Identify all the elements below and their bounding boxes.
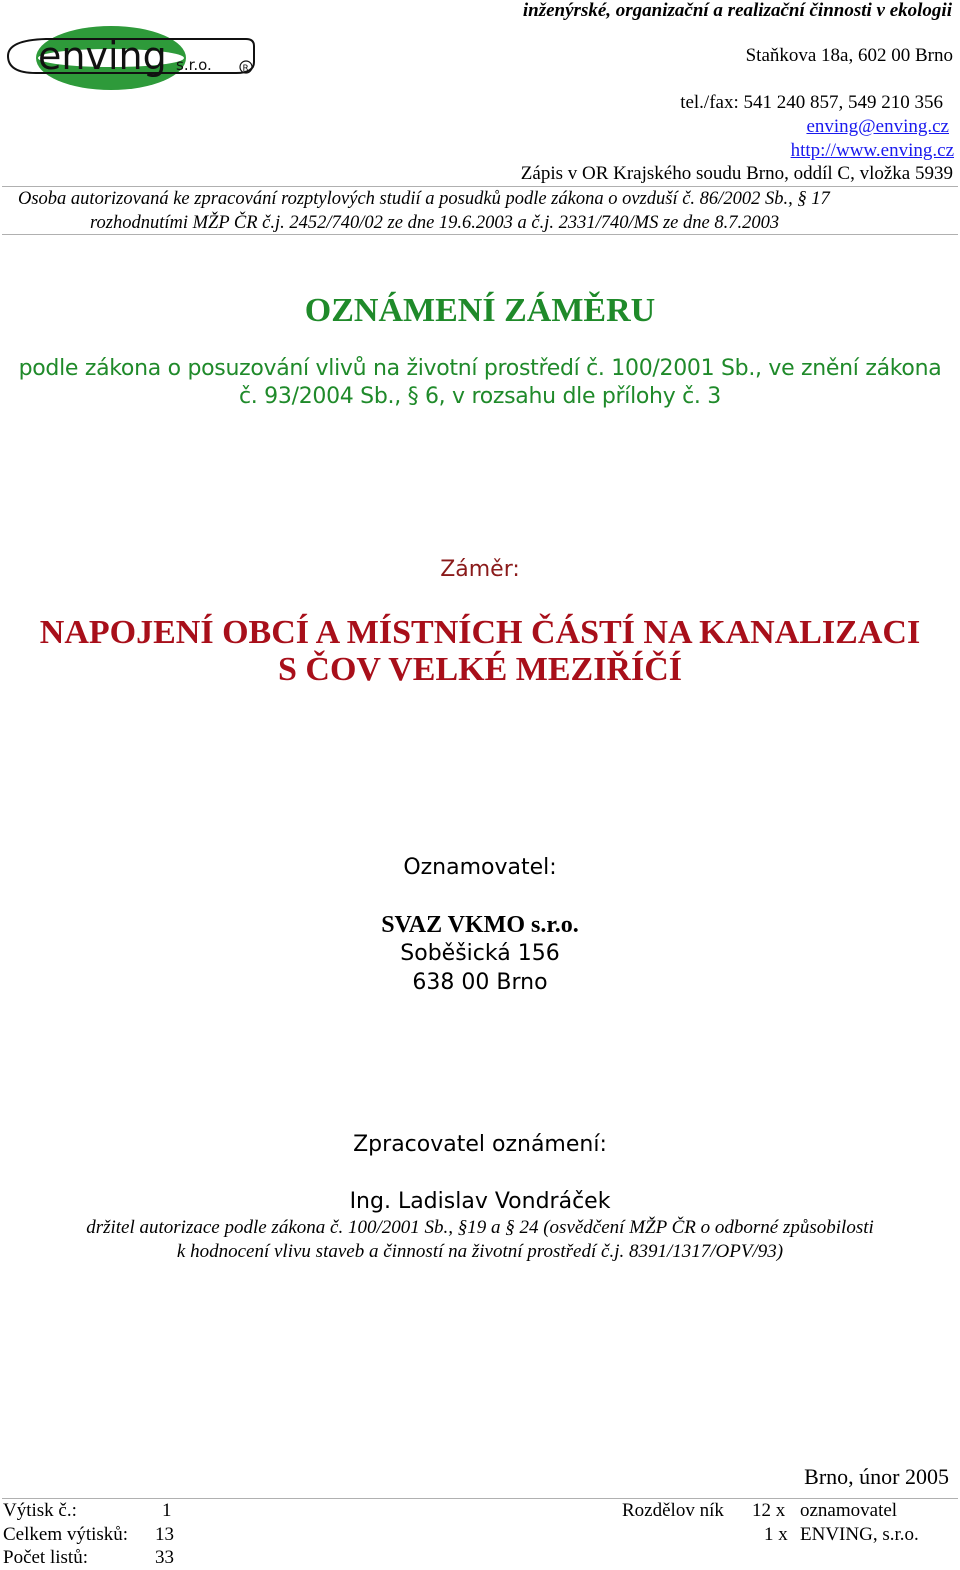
total-copies-label: Celkem výtisků: [3, 1524, 129, 1545]
processor-name: Ing. Ladislav Vondráček [349, 1189, 611, 1214]
authorization-line-1: Osoba autorizovaná ke zpracování rozptylových studií a posudků podle zákona o ovzduší č. 86/2002 Sb., § 17 [18, 189, 830, 209]
notifier-label: Oznamovatel: [403, 855, 557, 880]
company-tagline: inženýrské, organizační a realizační činnosti v ekologii [522, 0, 952, 21]
svg-text:R: R [242, 64, 249, 74]
distribution-count: 1 x [764, 1524, 788, 1545]
email-link[interactable]: enving@enving.cz [806, 116, 949, 137]
logo-wordmark: enving [38, 34, 167, 78]
company-phone: tel./fax: 541 240 857, 549 210 356 [680, 92, 943, 113]
project-title-2: S ČOV VELKÉ MEZIŘÍČÍ [277, 651, 682, 688]
copy-number-label: Výtisk č.: [3, 1500, 77, 1521]
notifier-name: SVAZ VKMO s.r.o. [381, 912, 579, 938]
copy-number-value: 1 [162, 1500, 172, 1521]
notifier-city: 638 00 Brno [412, 970, 548, 995]
sheets-value: 33 [155, 1547, 174, 1568]
document-subtitle-2: č. 93/2004 Sb., § 6, v rozsahu dle přílohy č. 3 [239, 384, 721, 409]
processor-note-1: držitel autorizace podle zákona č. 100/2001 Sb., §19 a § 24 (osvědčení MŽP ČR o odborné způsobilosti [86, 1217, 874, 1238]
company-address: Staňkova 18a, 602 00 Brno [745, 45, 953, 66]
distribution-count: 12 x [752, 1500, 786, 1521]
distribution-label: Rozdělov ník [622, 1500, 724, 1521]
header-divider-bottom [2, 234, 958, 235]
place-date: Brno, únor 2005 [804, 1464, 949, 1489]
distribution-recipient: oznamovatel [800, 1500, 898, 1521]
logo-suffix: s.r.o. [176, 56, 212, 74]
authorization-line-2: rozhodnutími MŽP ČR č.j. 2452/740/02 ze dne 19.6.2003 a č.j. 2331/740/MS ze dne 8.7.2003 [90, 213, 780, 233]
document-title: OZNÁMENÍ ZÁMĚRU [304, 292, 656, 329]
website-link[interactable]: http://www.enving.cz [790, 140, 954, 161]
distribution-recipient: ENVING, s.r.o. [800, 1524, 919, 1545]
company-registry: Zápis v OR Krajského soudu Brno, oddíl C, vložka 5939 [520, 163, 953, 184]
processor-note-2: k hodnocení vlivu staveb a činností na životní prostředí č.j. 8391/1317/OPV/93) [176, 1241, 784, 1262]
processor-label: Zpracovatel oznámení: [353, 1132, 607, 1157]
notifier-street: Soběšická 156 [400, 941, 560, 966]
project-label: Záměr: [440, 557, 520, 582]
document-subtitle-1: podle zákona o posuzování vlivů na životní prostředí č. 100/2001 Sb., ve znění zákona [18, 356, 942, 381]
project-title-1: NAPOJENÍ OBCÍ A MÍSTNÍCH ČÁSTÍ NA KANALIZACI [39, 614, 921, 651]
enving-logo [6, 22, 264, 96]
total-copies-value: 13 [155, 1524, 174, 1545]
sheets-label: Počet listů: [3, 1547, 88, 1568]
footer-divider [2, 1498, 958, 1499]
